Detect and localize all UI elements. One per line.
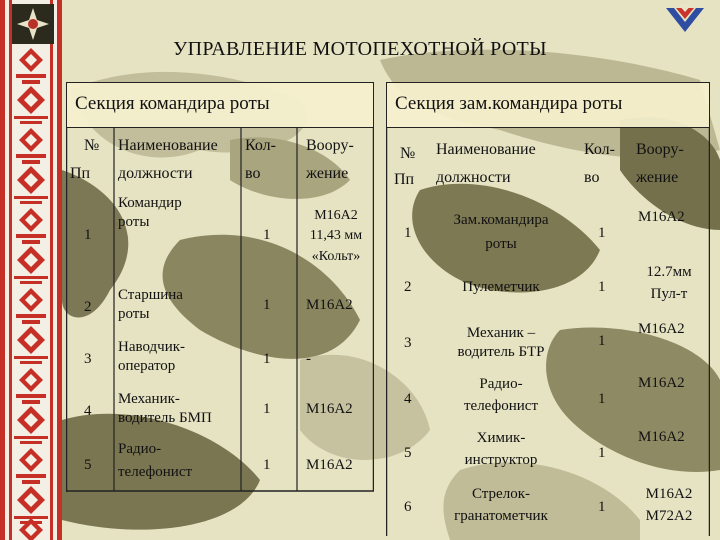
- left-header-num: № Пп: [70, 137, 100, 182]
- left-header-qty: Кол- во: [245, 137, 276, 182]
- table-row-left-2-name: Старшина роты: [118, 287, 183, 322]
- right-header-num: № Пп: [394, 145, 416, 188]
- table-row-left-2-arms: М16А2: [306, 297, 353, 313]
- table-row-right-1-qty: 1: [598, 225, 606, 241]
- table-row-left-5-arms: М16А2: [306, 457, 353, 473]
- table-row-right-3-arms: М16А2: [638, 321, 685, 337]
- table-row-left-4-name: Механик- водитель БМП: [118, 391, 212, 426]
- table-row-right-5-name: Химик- инструктор: [464, 430, 538, 468]
- table-row-left-1-arms: М16А2 11,43 мм «Кольт»: [309, 208, 363, 264]
- table-row-right-4-num: 4: [404, 391, 412, 407]
- table-row-right-5-num: 5: [404, 445, 412, 461]
- right-header-name: Наименование должности: [436, 141, 536, 186]
- table-row-right-3-name: Механик – водитель БТР: [457, 325, 545, 360]
- left-staff-table: [66, 128, 374, 492]
- table-row-right-5-arms: М16А2: [638, 429, 685, 445]
- table-row-right-1-num: 1: [404, 225, 412, 241]
- table-row-right-2-name: Пулеметчик: [462, 279, 540, 295]
- table-row-right-1-arms: М16А2: [638, 209, 685, 225]
- table-row-right-6-name: Стрелок- гранатометчик: [454, 486, 548, 524]
- table-row-right-3-qty: 1: [598, 333, 606, 349]
- right-header-qty: Кол- во: [584, 141, 615, 186]
- table-row-right-4-qty: 1: [598, 391, 606, 407]
- table-row-left-1-num: 1: [84, 227, 92, 243]
- right-header-arms: Воору- жение: [636, 141, 684, 186]
- table-row-right-5-qty: 1: [598, 445, 606, 461]
- right-section-heading: Секция зам.командира роты: [386, 82, 710, 128]
- table-row-left-5-num: 5: [84, 457, 92, 473]
- table-row-right-6-num: 6: [404, 499, 412, 515]
- table-row-right-1-name: Зам.командира роты: [453, 212, 549, 252]
- table-row-right-2-arms: 12.7мм Пул-т: [646, 264, 692, 302]
- table-row-right-6-arms: М16А2 М72А2: [645, 486, 693, 524]
- table-row-left-3-num: 3: [84, 351, 92, 367]
- table-row-right-2-qty: 1: [598, 279, 606, 295]
- table-row-left-1-qty: 1: [263, 227, 271, 243]
- table-row-right-4-arms: М16А2: [638, 375, 685, 391]
- table-row-left-2-num: 2: [84, 299, 92, 315]
- table-row-left-3-arms: -: [306, 351, 311, 367]
- table-row-left-3-name: Наводчик- оператор: [118, 339, 186, 374]
- page-title: УПРАВЛЕНИЕ МОТОПЕХОТНОЙ РОТЫ: [173, 38, 547, 60]
- table-row-right-6-qty: 1: [598, 499, 606, 515]
- table-row-left-2-qty: 1: [263, 297, 271, 313]
- folk-ornament-strip: [0, 0, 62, 540]
- table-row-right-2-num: 2: [404, 279, 412, 295]
- chevron-emblem-icon: [664, 4, 706, 38]
- table-row-left-4-arms: М16А2: [306, 401, 353, 417]
- table-row-left-4-num: 4: [84, 403, 92, 419]
- table-row-left-5-qty: 1: [263, 457, 271, 473]
- table-row-left-5-name: Радио- телефонист: [118, 441, 193, 480]
- table-row-right-3-num: 3: [404, 335, 412, 351]
- left-header-name: Наименование должности: [118, 137, 218, 182]
- table-row-right-4-name: Радио- телефонист: [463, 376, 539, 414]
- left-section-heading: Секция командира роты: [66, 82, 374, 128]
- table-row-left-3-qty: 1: [263, 351, 271, 367]
- table-row-left-4-qty: 1: [263, 401, 271, 417]
- table-row-left-1-name: Командир роты: [118, 195, 182, 230]
- left-header-arms: Воору- жение: [306, 137, 354, 182]
- right-staff-table: [386, 128, 710, 536]
